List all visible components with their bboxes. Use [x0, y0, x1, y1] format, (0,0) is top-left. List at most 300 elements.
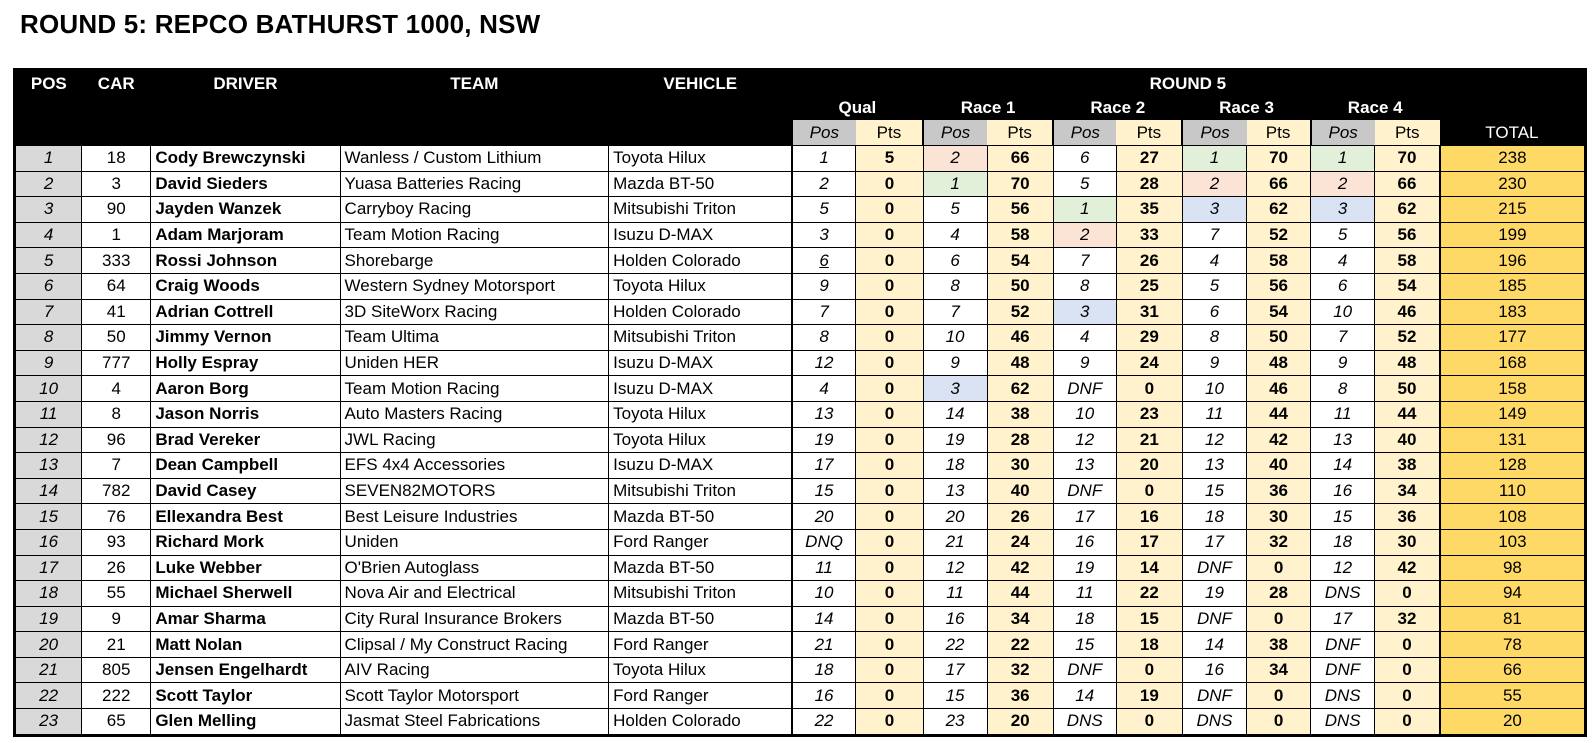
cell-race3-pos: 6 — [1182, 299, 1246, 325]
cell-race2-pts: 14 — [1116, 555, 1182, 581]
cell-vehicle: Toyota Hilux — [609, 146, 792, 172]
cell-race2-pos: 19 — [1053, 555, 1116, 581]
cell-race4-pts: 0 — [1375, 581, 1440, 607]
cell-pos: 16 — [15, 529, 82, 555]
cell-race1-pos: 6 — [923, 248, 987, 274]
cell-race3-pts: 52 — [1247, 222, 1311, 248]
cell-race1-pts: 52 — [987, 299, 1053, 325]
cell-race1-pts: 32 — [987, 657, 1053, 683]
cell-team: AIV Racing — [340, 657, 609, 683]
cell-team: EFS 4x4 Accessories — [340, 453, 609, 479]
cell-race2-pts: 16 — [1116, 504, 1182, 530]
cell-car: 8 — [82, 401, 151, 427]
cell-pos: 10 — [15, 376, 82, 402]
cell-race1-pts: 24 — [987, 529, 1053, 555]
cell-race2-pts: 31 — [1116, 299, 1182, 325]
cell-race4-pts: 62 — [1375, 197, 1440, 223]
cell-race4-pts: 58 — [1375, 248, 1440, 274]
cell-race4-pts: 30 — [1375, 529, 1440, 555]
cell-race2-pos: DNF — [1053, 657, 1116, 683]
cell-race4-pos: 9 — [1311, 350, 1375, 376]
cell-race4-pos: 13 — [1311, 427, 1375, 453]
cell-race4-pts: 52 — [1375, 325, 1440, 351]
header-qual: Qual — [792, 96, 923, 120]
cell-qual-pos: 8 — [792, 325, 856, 351]
cell-qual-pts: 0 — [856, 453, 923, 479]
cell-race4-pos: 15 — [1311, 504, 1375, 530]
cell-race2-pts: 17 — [1116, 529, 1182, 555]
cell-total: 110 — [1440, 478, 1586, 504]
cell-team: Uniden HER — [340, 350, 609, 376]
cell-team: Auto Masters Racing — [340, 401, 609, 427]
cell-total: 78 — [1440, 632, 1586, 658]
cell-race4-pts: 0 — [1375, 632, 1440, 658]
header-team: TEAM — [340, 70, 609, 97]
cell-vehicle: Mitsubishi Triton — [609, 581, 792, 607]
cell-team: City Rural Insurance Brokers — [340, 606, 609, 632]
cell-race1-pts: 62 — [987, 376, 1053, 402]
cell-driver: Rossi Johnson — [151, 248, 340, 274]
cell-driver: David Sieders — [151, 171, 340, 197]
cell-qual-pos: 12 — [792, 350, 856, 376]
cell-vehicle: Mitsubishi Triton — [609, 478, 792, 504]
cell-race4-pos: DNS — [1311, 709, 1375, 736]
cell-race3-pos: 12 — [1182, 427, 1246, 453]
cell-race2-pos: 6 — [1053, 146, 1116, 172]
cell-vehicle: Mazda BT-50 — [609, 606, 792, 632]
cell-qual-pts: 0 — [856, 709, 923, 736]
cell-driver: Cody Brewczynski — [151, 146, 340, 172]
cell-race1-pos: 2 — [923, 146, 987, 172]
cell-qual-pos: 6 — [792, 248, 856, 274]
cell-race2-pts: 0 — [1116, 478, 1182, 504]
cell-qual-pos: 5 — [792, 197, 856, 223]
cell-race3-pts: 32 — [1247, 529, 1311, 555]
cell-car: 55 — [82, 581, 151, 607]
cell-vehicle: Mitsubishi Triton — [609, 325, 792, 351]
cell-race2-pos: DNF — [1053, 478, 1116, 504]
cell-race4-pos: 17 — [1311, 606, 1375, 632]
cell-race1-pos: 16 — [923, 606, 987, 632]
cell-qual-pos: 20 — [792, 504, 856, 530]
cell-race1-pts: 50 — [987, 273, 1053, 299]
cell-race1-pts: 58 — [987, 222, 1053, 248]
cell-race2-pts: 0 — [1116, 376, 1182, 402]
cell-pos: 12 — [15, 427, 82, 453]
cell-race4-pos: 14 — [1311, 453, 1375, 479]
cell-total: 238 — [1440, 146, 1586, 172]
cell-race3-pos: 7 — [1182, 222, 1246, 248]
cell-race3-pos: 2 — [1182, 171, 1246, 197]
cell-race4-pos: 7 — [1311, 325, 1375, 351]
cell-race2-pts: 0 — [1116, 709, 1182, 736]
header-race2: Race 2 — [1053, 96, 1182, 120]
cell-race2-pts: 29 — [1116, 325, 1182, 351]
cell-car: 333 — [82, 248, 151, 274]
cell-race2-pts: 22 — [1116, 581, 1182, 607]
cell-race1-pos: 15 — [923, 683, 987, 709]
cell-pos: 18 — [15, 581, 82, 607]
cell-team: Carryboy Racing — [340, 197, 609, 223]
cell-race4-pts: 44 — [1375, 401, 1440, 427]
cell-race3-pts: 54 — [1247, 299, 1311, 325]
table-row — [15, 504, 1586, 530]
cell-race3-pts: 70 — [1247, 146, 1311, 172]
cell-team: Team Motion Racing — [340, 222, 609, 248]
cell-driver: Glen Melling — [151, 709, 340, 736]
cell-car: 782 — [82, 478, 151, 504]
cell-race1-pos: 10 — [923, 325, 987, 351]
cell-race4-pts: 34 — [1375, 478, 1440, 504]
cell-race2-pos: 10 — [1053, 401, 1116, 427]
cell-race1-pos: 20 — [923, 504, 987, 530]
cell-pos: 14 — [15, 478, 82, 504]
cell-driver: Jensen Engelhardt — [151, 657, 340, 683]
cell-race4-pos: DNS — [1311, 581, 1375, 607]
cell-vehicle: Mitsubishi Triton — [609, 197, 792, 223]
cell-race3-pts: 0 — [1247, 709, 1311, 736]
page-title: ROUND 5: REPCO BATHURST 1000, NSW — [20, 9, 541, 39]
cell-race3-pts: 48 — [1247, 350, 1311, 376]
cell-pos: 13 — [15, 453, 82, 479]
cell-race2-pos: 15 — [1053, 632, 1116, 658]
cell-race2-pos: 17 — [1053, 504, 1116, 530]
cell-team: Western Sydney Motorsport — [340, 273, 609, 299]
cell-driver: Adam Marjoram — [151, 222, 340, 248]
cell-driver: Jayden Wanzek — [151, 197, 340, 223]
cell-qual-pts: 0 — [856, 657, 923, 683]
header-race3: Race 3 — [1182, 96, 1310, 120]
cell-race2-pos: 9 — [1053, 350, 1116, 376]
cell-race4-pos: 2 — [1311, 171, 1375, 197]
cell-race1-pos: 5 — [923, 197, 987, 223]
cell-vehicle: Isuzu D-MAX — [609, 453, 792, 479]
cell-race4-pts: 42 — [1375, 555, 1440, 581]
cell-qual-pos: DNQ — [792, 529, 856, 555]
cell-pos: 6 — [15, 273, 82, 299]
cell-race2-pos: 18 — [1053, 606, 1116, 632]
subheader-race3-pos: Pos — [1182, 120, 1246, 146]
cell-race3-pts: 50 — [1247, 325, 1311, 351]
cell-team: Yuasa Batteries Racing — [340, 171, 609, 197]
cell-car: 7 — [82, 453, 151, 479]
cell-race4-pts: 0 — [1375, 657, 1440, 683]
cell-race4-pos: 3 — [1311, 197, 1375, 223]
cell-driver: Richard Mork — [151, 529, 340, 555]
cell-race3-pts: 38 — [1247, 632, 1311, 658]
cell-driver: Craig Woods — [151, 273, 340, 299]
cell-race1-pos: 19 — [923, 427, 987, 453]
cell-race3-pts: 66 — [1247, 171, 1311, 197]
cell-race4-pos: 1 — [1311, 146, 1375, 172]
cell-race4-pos: 12 — [1311, 555, 1375, 581]
cell-team: Best Leisure Industries — [340, 504, 609, 530]
cell-race2-pos: 4 — [1053, 325, 1116, 351]
cell-race3-pos: 8 — [1182, 325, 1246, 351]
cell-race2-pts: 19 — [1116, 683, 1182, 709]
cell-race4-pts: 0 — [1375, 683, 1440, 709]
cell-race1-pts: 42 — [987, 555, 1053, 581]
cell-total: 103 — [1440, 529, 1586, 555]
cell-qual-pts: 0 — [856, 197, 923, 223]
cell-pos: 11 — [15, 401, 82, 427]
cell-qual-pos: 3 — [792, 222, 856, 248]
cell-race1-pts: 36 — [987, 683, 1053, 709]
subheader-race1-pos: Pos — [923, 120, 987, 146]
cell-race2-pos: DNF — [1053, 376, 1116, 402]
cell-qual-pos: 9 — [792, 273, 856, 299]
cell-race3-pos: DNF — [1182, 555, 1246, 581]
cell-race1-pts: 38 — [987, 401, 1053, 427]
cell-race1-pts: 70 — [987, 171, 1053, 197]
table-row — [15, 197, 1586, 223]
cell-race3-pos: DNF — [1182, 683, 1246, 709]
cell-qual-pos: 16 — [792, 683, 856, 709]
cell-race2-pts: 33 — [1116, 222, 1182, 248]
cell-qual-pts: 0 — [856, 273, 923, 299]
cell-car: 41 — [82, 299, 151, 325]
cell-race1-pts: 54 — [987, 248, 1053, 274]
cell-race1-pts: 30 — [987, 453, 1053, 479]
cell-total: 55 — [1440, 683, 1586, 709]
cell-pos: 23 — [15, 709, 82, 736]
header-race1: Race 1 — [923, 96, 1053, 120]
cell-race2-pos: 13 — [1053, 453, 1116, 479]
cell-race3-pts: 28 — [1247, 581, 1311, 607]
cell-total: 66 — [1440, 657, 1586, 683]
cell-race1-pts: 34 — [987, 606, 1053, 632]
cell-race4-pos: 16 — [1311, 478, 1375, 504]
cell-vehicle: Holden Colorado — [609, 299, 792, 325]
cell-race1-pos: 18 — [923, 453, 987, 479]
subheader-race2-pos: Pos — [1053, 120, 1116, 146]
cell-race3-pts: 30 — [1247, 504, 1311, 530]
cell-race1-pts: 28 — [987, 427, 1053, 453]
cell-qual-pos: 15 — [792, 478, 856, 504]
cell-qual-pos: 17 — [792, 453, 856, 479]
cell-race2-pos: DNS — [1053, 709, 1116, 736]
cell-total: 94 — [1440, 581, 1586, 607]
cell-team: Scott Taylor Motorsport — [340, 683, 609, 709]
cell-race1-pos: 13 — [923, 478, 987, 504]
cell-total: 131 — [1440, 427, 1586, 453]
cell-qual-pos: 2 — [792, 171, 856, 197]
cell-race2-pos: 8 — [1053, 273, 1116, 299]
cell-qual-pts: 0 — [856, 555, 923, 581]
cell-qual-pts: 0 — [856, 683, 923, 709]
cell-driver: Amar Sharma — [151, 606, 340, 632]
table-row — [15, 657, 1586, 683]
cell-team: Wanless / Custom Lithium — [340, 146, 609, 172]
table-row — [15, 581, 1586, 607]
cell-race4-pts: 46 — [1375, 299, 1440, 325]
cell-race2-pts: 23 — [1116, 401, 1182, 427]
cell-race4-pts: 66 — [1375, 171, 1440, 197]
cell-qual-pts: 0 — [856, 299, 923, 325]
cell-car: 777 — [82, 350, 151, 376]
cell-driver: Luke Webber — [151, 555, 340, 581]
cell-pos: 1 — [15, 146, 82, 172]
cell-race2-pts: 26 — [1116, 248, 1182, 274]
cell-total: 196 — [1440, 248, 1586, 274]
cell-total: 199 — [1440, 222, 1586, 248]
cell-race1-pts: 56 — [987, 197, 1053, 223]
table-row — [15, 350, 1586, 376]
table-row — [15, 325, 1586, 351]
cell-race3-pos: 15 — [1182, 478, 1246, 504]
cell-race1-pos: 8 — [923, 273, 987, 299]
cell-total: 158 — [1440, 376, 1586, 402]
cell-race4-pts: 36 — [1375, 504, 1440, 530]
cell-qual-pos: 11 — [792, 555, 856, 581]
cell-car: 3 — [82, 171, 151, 197]
cell-pos: 21 — [15, 657, 82, 683]
cell-race3-pos: 14 — [1182, 632, 1246, 658]
cell-race1-pts: 46 — [987, 325, 1053, 351]
table-row — [15, 222, 1586, 248]
cell-race3-pos: 11 — [1182, 401, 1246, 427]
cell-race4-pos: 8 — [1311, 376, 1375, 402]
cell-vehicle: Ford Ranger — [609, 632, 792, 658]
cell-qual-pts: 0 — [856, 504, 923, 530]
cell-race3-pts: 58 — [1247, 248, 1311, 274]
table-row — [15, 376, 1586, 402]
cell-race2-pos: 1 — [1053, 197, 1116, 223]
table-row — [15, 453, 1586, 479]
cell-race1-pos: 3 — [923, 376, 987, 402]
cell-pos: 20 — [15, 632, 82, 658]
cell-race1-pos: 12 — [923, 555, 987, 581]
table-row — [15, 401, 1586, 427]
table-row — [15, 555, 1586, 581]
header-pos: POS — [15, 70, 82, 97]
cell-pos: 19 — [15, 606, 82, 632]
header-total: TOTAL — [1440, 120, 1586, 146]
cell-race3-pos: 4 — [1182, 248, 1246, 274]
cell-driver: Michael Sherwell — [151, 581, 340, 607]
cell-race2-pts: 18 — [1116, 632, 1182, 658]
cell-team: 3D SiteWorx Racing — [340, 299, 609, 325]
cell-race2-pos: 12 — [1053, 427, 1116, 453]
cell-driver: Dean Campbell — [151, 453, 340, 479]
cell-race3-pts: 0 — [1247, 555, 1311, 581]
cell-pos: 2 — [15, 171, 82, 197]
cell-driver: Adrian Cottrell — [151, 299, 340, 325]
cell-race4-pos: 5 — [1311, 222, 1375, 248]
cell-race1-pos: 11 — [923, 581, 987, 607]
cell-race3-pts: 44 — [1247, 401, 1311, 427]
subheader-race1-pts: Pts — [987, 120, 1053, 146]
cell-race3-pts: 40 — [1247, 453, 1311, 479]
cell-qual-pts: 5 — [856, 146, 923, 172]
cell-total: 98 — [1440, 555, 1586, 581]
cell-qual-pos: 21 — [792, 632, 856, 658]
table-row — [15, 529, 1586, 555]
cell-total: 230 — [1440, 171, 1586, 197]
cell-race3-pos: DNF — [1182, 606, 1246, 632]
cell-qual-pts: 0 — [856, 606, 923, 632]
cell-race4-pos: DNF — [1311, 632, 1375, 658]
cell-race1-pts: 40 — [987, 478, 1053, 504]
cell-race4-pts: 32 — [1375, 606, 1440, 632]
cell-car: 805 — [82, 657, 151, 683]
cell-vehicle: Ford Ranger — [609, 529, 792, 555]
cell-race2-pts: 27 — [1116, 146, 1182, 172]
cell-team: Shorebarge — [340, 248, 609, 274]
cell-race4-pos: DNS — [1311, 683, 1375, 709]
cell-total: 20 — [1440, 709, 1586, 736]
cell-total: 128 — [1440, 453, 1586, 479]
cell-race3-pos: 16 — [1182, 657, 1246, 683]
cell-race1-pts: 20 — [987, 709, 1053, 736]
cell-race2-pos: 14 — [1053, 683, 1116, 709]
cell-race4-pos: 18 — [1311, 529, 1375, 555]
cell-vehicle: Toyota Hilux — [609, 657, 792, 683]
cell-car: 18 — [82, 146, 151, 172]
cell-race4-pts: 48 — [1375, 350, 1440, 376]
cell-race2-pts: 24 — [1116, 350, 1182, 376]
subheader-qual-pts: Pts — [856, 120, 923, 146]
cell-race3-pts: 56 — [1247, 273, 1311, 299]
cell-car: 50 — [82, 325, 151, 351]
cell-race1-pts: 66 — [987, 146, 1053, 172]
cell-race4-pos: DNF — [1311, 657, 1375, 683]
results-table — [13, 68, 1587, 737]
table-row — [15, 171, 1586, 197]
cell-qual-pos: 13 — [792, 401, 856, 427]
cell-vehicle: Toyota Hilux — [609, 401, 792, 427]
cell-race3-pts: 0 — [1247, 606, 1311, 632]
cell-qual-pts: 0 — [856, 222, 923, 248]
cell-vehicle: Holden Colorado — [609, 709, 792, 736]
cell-qual-pos: 10 — [792, 581, 856, 607]
cell-race1-pts: 26 — [987, 504, 1053, 530]
cell-team: O'Brien Autoglass — [340, 555, 609, 581]
cell-race4-pos: 4 — [1311, 248, 1375, 274]
header-vehicle: VEHICLE — [609, 70, 792, 97]
cell-race2-pts: 35 — [1116, 197, 1182, 223]
cell-qual-pts: 0 — [856, 325, 923, 351]
cell-team: Clipsal / My Construct Racing — [340, 632, 609, 658]
table-row — [15, 273, 1586, 299]
cell-total: 183 — [1440, 299, 1586, 325]
cell-driver: Aaron Borg — [151, 376, 340, 402]
cell-vehicle: Isuzu D-MAX — [609, 376, 792, 402]
cell-team: Jasmat Steel Fabrications — [340, 709, 609, 736]
cell-race3-pos: 3 — [1182, 197, 1246, 223]
cell-total: 149 — [1440, 401, 1586, 427]
cell-total: 81 — [1440, 606, 1586, 632]
cell-qual-pos: 4 — [792, 376, 856, 402]
cell-driver: Jason Norris — [151, 401, 340, 427]
cell-vehicle: Isuzu D-MAX — [609, 222, 792, 248]
cell-race3-pos: 9 — [1182, 350, 1246, 376]
subheader-qual-pos: Pos — [792, 120, 856, 146]
cell-vehicle: Isuzu D-MAX — [609, 350, 792, 376]
cell-race2-pts: 28 — [1116, 171, 1182, 197]
cell-qual-pos: 14 — [792, 606, 856, 632]
cell-race3-pts: 46 — [1247, 376, 1311, 402]
cell-race2-pos: 5 — [1053, 171, 1116, 197]
cell-race1-pts: 22 — [987, 632, 1053, 658]
cell-car: 64 — [82, 273, 151, 299]
cell-race2-pos: 2 — [1053, 222, 1116, 248]
cell-race1-pos: 22 — [923, 632, 987, 658]
cell-race1-pts: 48 — [987, 350, 1053, 376]
cell-car: 4 — [82, 376, 151, 402]
table-row — [15, 248, 1586, 274]
table-row — [15, 146, 1586, 172]
